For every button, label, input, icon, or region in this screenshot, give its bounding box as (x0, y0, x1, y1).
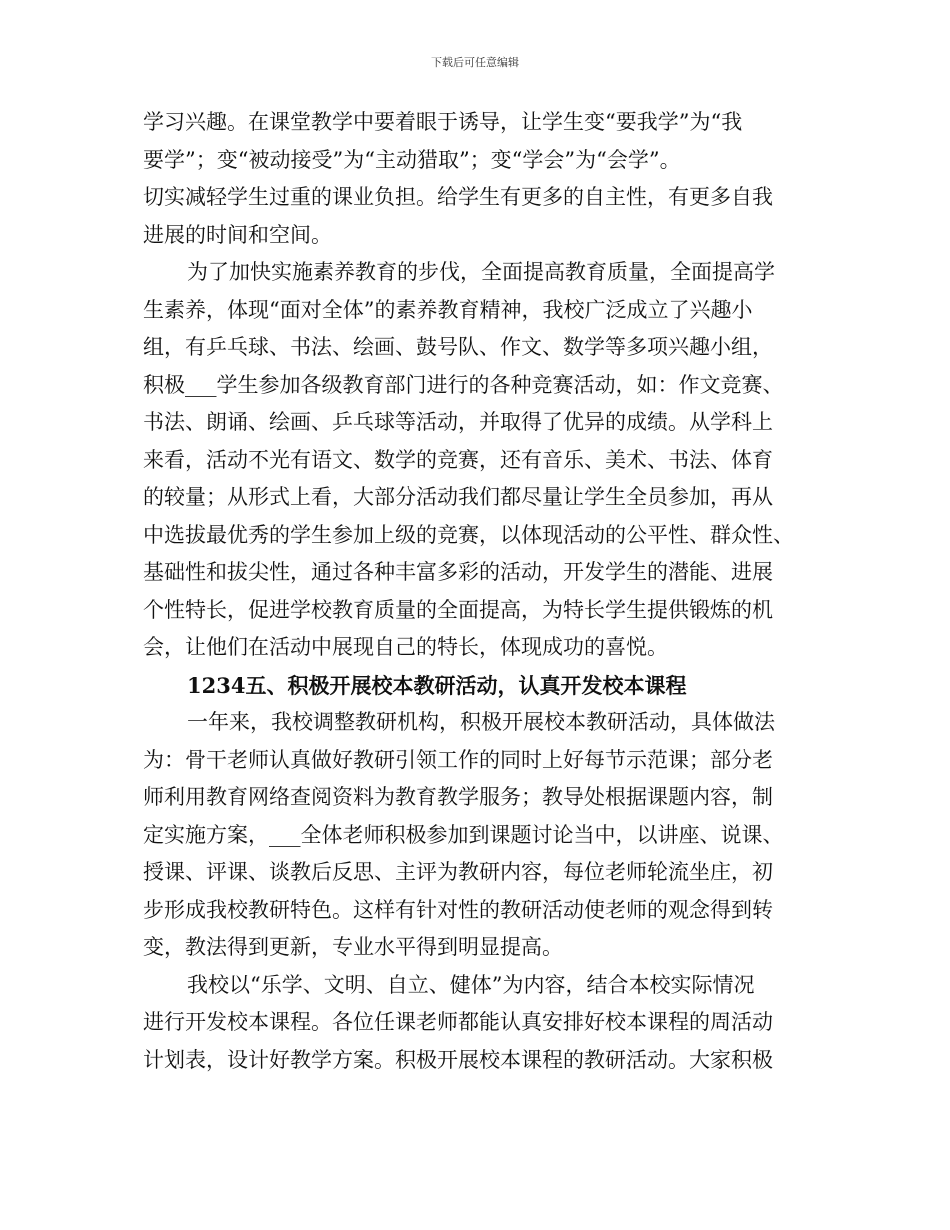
text-line: 定实施方案，___全体老师积极参加到课题讨论当中，以讲座、说课、 (143, 822, 784, 847)
text-line: 的较量；从形式上看，大部分活动我们都尽量让学生全员参加，再从 (143, 485, 773, 509)
text-line: 授课、评课、谈教后反思、主评为教研内容，每位老师轮流坐庄，初 (143, 860, 773, 884)
text-line: 基础性和拔尖性，通过各种丰富多彩的活动，开发学生的潜能、进展 (143, 560, 773, 584)
text-line: 变，教法得到更新，专业水平得到明显提高。 (143, 935, 563, 959)
text-line: 为：骨干老师认真做好教研引领工作的同时上好每节示范课；部分老 (143, 747, 773, 772)
text-line: 个性特长，促进学校教育质量的全面提高，为特长学生提供锻炼的机 (143, 597, 773, 622)
text-line: 来看，活动不光有语文、数学的竞赛，还有音乐、美术、书法、体育 (143, 447, 773, 472)
paragraph-start-line: 我校以“乐学、文明、自立、健体”为内容，结合本校实际情况 (187, 972, 755, 997)
text-line: 切实减轻学生过重的课业负担。给学生有更多的自主性，有更多自我 (143, 185, 773, 209)
text-line: 书法、朗诵、绘画、乒乓球等活动，并取得了优异的成绩。从学科上 (143, 410, 773, 434)
text-line: 生素养，体现“面对全体”的素养教育精神，我校广泛成立了兴趣小 (143, 297, 753, 322)
text-line: 学习兴趣。在课堂教学中要着眼于诱导，让学生变“要我学”为“我 (143, 110, 743, 134)
section-heading: 1234五、积极开展校本教研活动，认真开发校本课程 (187, 672, 687, 698)
paragraph-start-line: 为了加快实施素养教育的步伐，全面提高教育质量，全面提高学 (187, 260, 775, 284)
text-line: 步形成我校教研特色。这样有针对性的教研活动使老师的观念得到转 (143, 897, 773, 922)
document-body (143, 104, 815, 1079)
text-line: 中选拔最优秀的学生参加上级的竞赛，以体现活动的公平性、群众性、 (143, 522, 794, 547)
paragraph-start-line: 一年来，我校调整教研机构，积极开展校本教研活动，具体做法 (187, 710, 775, 734)
text-line: 积极___学生参加各级教育部门进行的各种竞赛活动，如：作文竞赛、 (143, 372, 784, 397)
text-line: 要学”；变“被动接受”为“主动猎取”；变“学会”为“会学”。 (143, 147, 681, 172)
text-line: 计划表，设计好教学方案。积极开展校本课程的教研活动。大家积极 (143, 1047, 773, 1072)
text-line: 进行开发校本课程。各位任课老师都能认真安排好校本课程的周活动 (143, 1010, 773, 1034)
page-header: 下载后可任意编辑 (431, 56, 519, 69)
text-line: 进展的时间和空间。 (143, 222, 332, 247)
text-line: 会，让他们在活动中展现自己的特长，体现成功的喜悦。 (143, 635, 668, 659)
text-line: 组，有乒乓球、书法、绘画、鼓号队、作文、数学等多项兴趣小组， (143, 335, 773, 359)
text-line: 师利用教育网络查阅资料为教育教学服务；教导处根据课题内容，制 (143, 785, 773, 809)
